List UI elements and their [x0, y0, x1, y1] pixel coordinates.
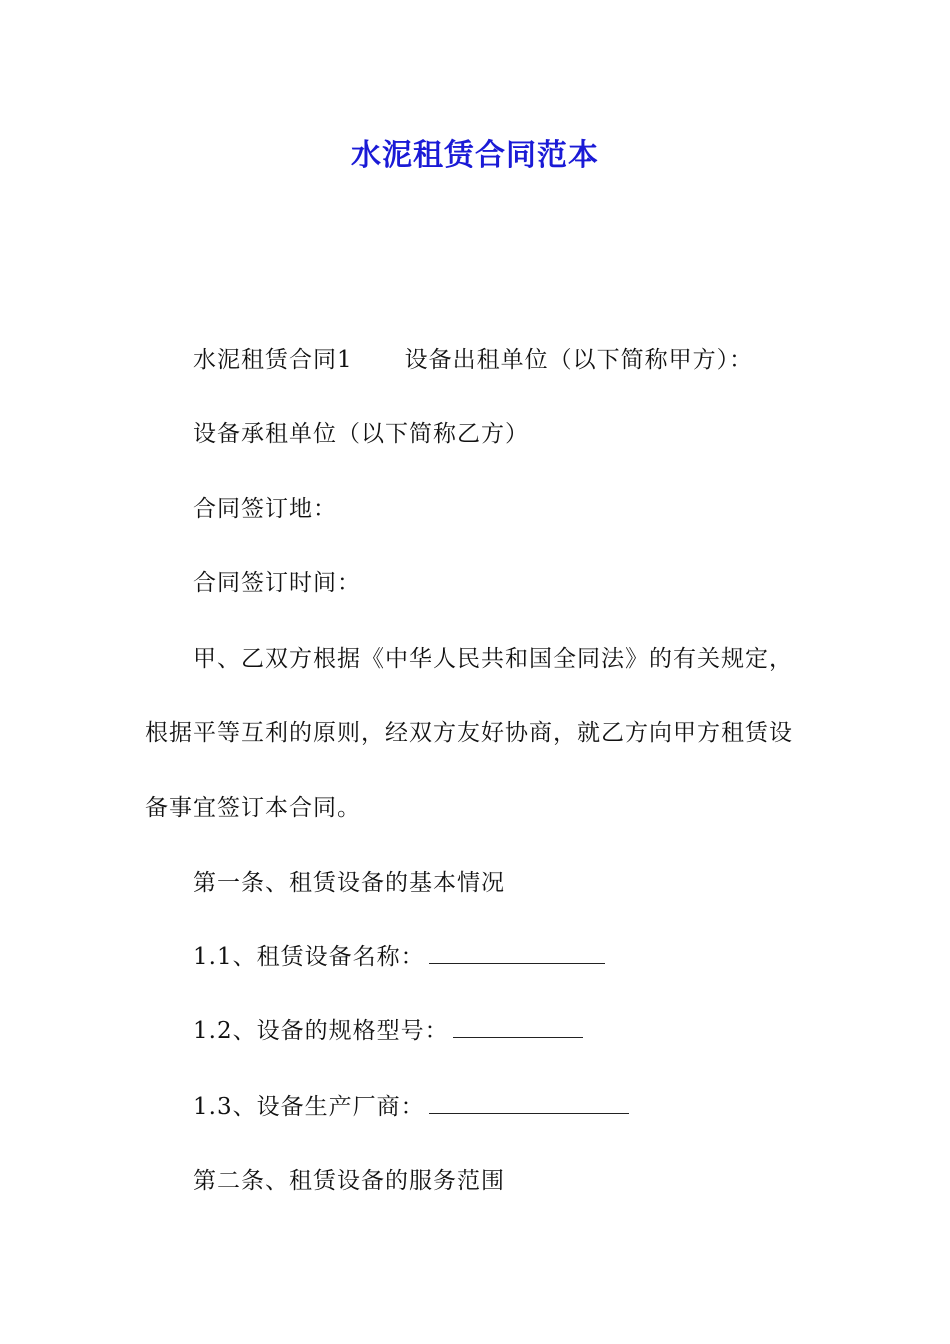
signing-time-label: 合同签订时间：	[193, 570, 361, 596]
equipment-name-label: 1.1、租赁设备名称：	[193, 944, 425, 970]
lessor-label: 设备出租单位（以下简称甲方）：	[404, 347, 754, 373]
equipment-name-blank	[429, 943, 605, 964]
preamble-line-1: 甲、乙双方根据《中华人民共和国全同法》的有关规定，	[193, 646, 793, 672]
manufacturer-blank	[429, 1093, 629, 1114]
equipment-model-blank	[453, 1017, 583, 1038]
lessee-label: 设备承租单位（以下简称乙方）	[193, 421, 529, 447]
equipment-model-line	[193, 1016, 583, 1046]
preamble-line-2: 根据平等互利的原则，经双方友好协商，就乙方向甲方租赁设	[145, 720, 793, 746]
contract-number-label: 水泥租赁合同1	[193, 347, 353, 373]
equipment-name-line	[193, 942, 605, 972]
preamble-line-3: 备事宜签订本合同。	[145, 795, 361, 821]
manufacturer-line	[193, 1092, 629, 1122]
document-title: 水泥租赁合同范本	[351, 138, 599, 173]
contract-header-line	[193, 345, 753, 375]
manufacturer-label: 1.3、设备生产厂商：	[193, 1094, 425, 1120]
article-1-heading: 第一条、租赁设备的基本情况	[193, 870, 505, 896]
article-2-heading: 第二条、租赁设备的服务范围	[193, 1168, 505, 1194]
equipment-model-label: 1.2、设备的规格型号：	[193, 1018, 449, 1044]
signing-place-label: 合同签订地：	[193, 496, 337, 522]
